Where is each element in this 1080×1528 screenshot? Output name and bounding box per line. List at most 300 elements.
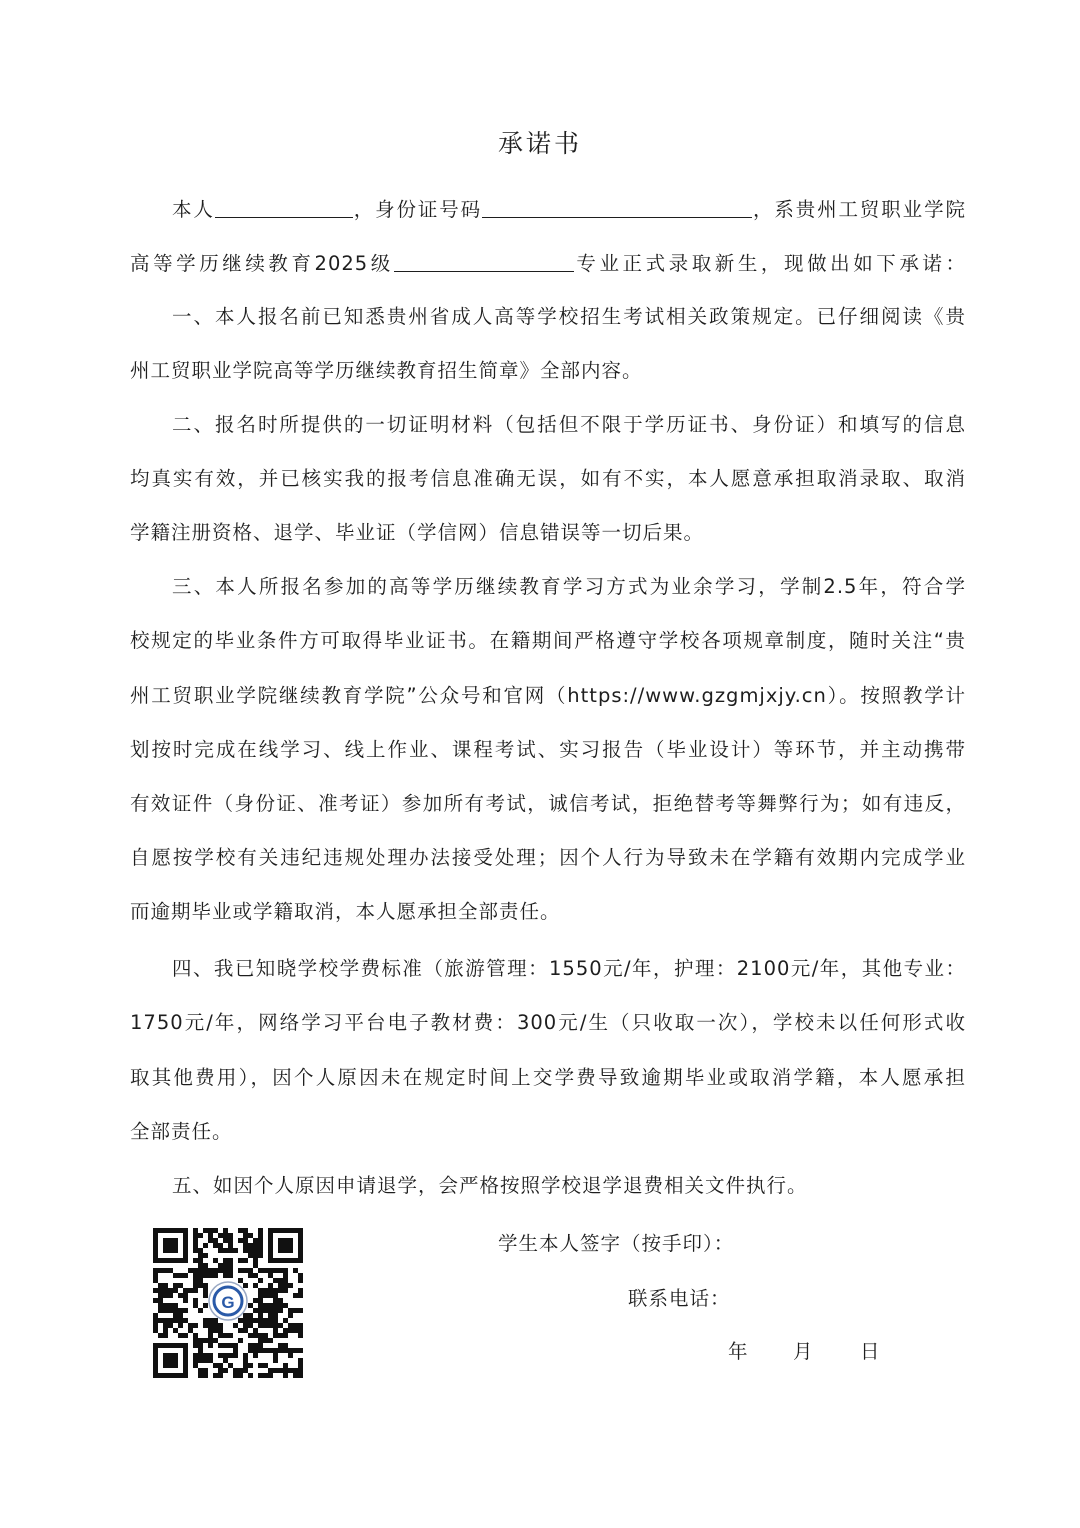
qr-module	[163, 1268, 168, 1273]
qr-module	[208, 1358, 213, 1363]
qr-module	[283, 1303, 288, 1308]
qr-module	[203, 1368, 208, 1373]
qr-module	[258, 1308, 263, 1313]
qr-module	[288, 1283, 293, 1288]
qr-module	[278, 1333, 283, 1338]
qr-module	[193, 1268, 198, 1273]
qr-module	[208, 1318, 213, 1323]
qr-module	[228, 1363, 233, 1368]
qr-module	[298, 1358, 303, 1363]
qr-module	[278, 1288, 283, 1293]
qr-module	[258, 1243, 263, 1248]
qr-module	[258, 1303, 263, 1308]
qr-module	[273, 1313, 278, 1318]
qr-module	[283, 1278, 288, 1283]
qr-module	[153, 1318, 158, 1323]
qr-module	[223, 1353, 228, 1358]
qr-module	[288, 1328, 293, 1333]
qr-module	[168, 1303, 173, 1308]
qr-module	[178, 1308, 183, 1313]
qr-module	[178, 1273, 183, 1278]
qr-module	[173, 1283, 178, 1288]
qr-module	[198, 1353, 203, 1358]
qr-module	[258, 1373, 263, 1378]
qr-module	[268, 1268, 273, 1273]
qr-module	[198, 1308, 203, 1313]
qr-module	[298, 1368, 303, 1373]
qr-module	[278, 1268, 283, 1273]
qr-module	[278, 1303, 283, 1308]
qr-module	[253, 1253, 258, 1258]
qr-module	[178, 1333, 183, 1338]
qr-module	[158, 1308, 163, 1313]
qr-module	[228, 1248, 233, 1253]
qr-module	[188, 1268, 193, 1273]
qr-module	[173, 1273, 178, 1278]
qr-module	[248, 1253, 253, 1258]
qr-module	[278, 1323, 283, 1328]
qr-module	[253, 1263, 258, 1268]
qr-module	[258, 1333, 263, 1338]
qr-module	[163, 1283, 168, 1288]
qr-module	[158, 1318, 163, 1323]
qr-module	[208, 1343, 213, 1348]
date-year: 年	[728, 1340, 748, 1363]
qr-module	[273, 1318, 278, 1323]
qr-module	[243, 1258, 248, 1263]
qr-module	[273, 1268, 278, 1273]
qr-module	[273, 1358, 278, 1363]
qr-module	[243, 1323, 248, 1328]
qr-module	[228, 1333, 233, 1338]
qr-module	[218, 1323, 223, 1328]
qr-module	[293, 1368, 298, 1373]
qr-module	[258, 1338, 263, 1343]
qr-module	[243, 1283, 248, 1288]
qr-module	[263, 1323, 268, 1328]
qr-module	[273, 1353, 278, 1358]
qr-module	[283, 1283, 288, 1288]
qr-module	[213, 1328, 218, 1333]
qr-module	[273, 1293, 278, 1298]
clause-3-line-6: 自愿按学校有关违纪违规处理办法接受处理；因个人行为导致未在学籍有效期内完成学业	[130, 846, 966, 869]
qr-module	[298, 1278, 303, 1283]
qr-module	[253, 1273, 258, 1278]
qr-module	[183, 1318, 188, 1323]
qr-module	[218, 1328, 223, 1333]
qr-code-icon	[153, 1228, 303, 1378]
qr-module	[253, 1238, 258, 1243]
qr-module	[203, 1228, 208, 1233]
qr-module	[293, 1268, 298, 1273]
qr-module	[203, 1293, 208, 1298]
qr-module	[208, 1328, 213, 1333]
qr-module	[298, 1293, 303, 1298]
qr-module	[263, 1303, 268, 1308]
qr-module	[203, 1303, 208, 1308]
clause-1-line-1: 一、本人报名前已知悉贵州省成人高等学校招生考试相关政策规定。已仔细阅读《贵	[172, 305, 966, 328]
qr-module	[153, 1268, 158, 1273]
qr-module	[163, 1333, 168, 1338]
qr-module	[248, 1268, 253, 1273]
qr-module	[228, 1268, 233, 1273]
qr-module	[233, 1348, 238, 1353]
qr-module	[193, 1338, 198, 1343]
qr-module	[198, 1373, 203, 1378]
qr-module	[293, 1348, 298, 1353]
qr-module	[278, 1348, 283, 1353]
qr-module	[243, 1363, 248, 1368]
intro-text: ，系贵州工贸职业学院	[752, 198, 966, 221]
qr-module	[253, 1328, 258, 1333]
qr-module	[293, 1293, 298, 1298]
qr-module	[258, 1343, 263, 1348]
qr-module	[198, 1343, 203, 1348]
qr-module	[213, 1243, 218, 1248]
clause-3-line-5: 有效证件（身份证、准考证）参加所有考试，诚信考试，拒绝替考等舞弊行为；如有违反，	[130, 792, 966, 815]
qr-module	[223, 1273, 228, 1278]
qr-module	[298, 1348, 303, 1353]
qr-module	[238, 1368, 243, 1373]
qr-module	[253, 1258, 258, 1263]
qr-module	[208, 1228, 213, 1233]
qr-module	[228, 1258, 233, 1263]
qr-module	[278, 1368, 283, 1373]
qr-module	[163, 1303, 168, 1308]
qr-module	[173, 1303, 178, 1308]
qr-module	[258, 1363, 263, 1368]
qr-module	[158, 1333, 163, 1338]
qr-module	[203, 1358, 208, 1363]
qr-module	[203, 1338, 208, 1343]
qr-module	[258, 1268, 263, 1273]
qr-module	[213, 1373, 218, 1378]
qr-module	[243, 1313, 248, 1318]
qr-module	[218, 1373, 223, 1378]
qr-module	[273, 1333, 278, 1338]
qr-module	[253, 1308, 258, 1313]
qr-module	[243, 1328, 248, 1333]
qr-module	[193, 1303, 198, 1308]
qr-module	[223, 1258, 228, 1263]
qr-module	[193, 1343, 198, 1348]
qr-module	[293, 1308, 298, 1313]
qr-module	[253, 1318, 258, 1323]
qr-module	[243, 1368, 248, 1373]
qr-module	[163, 1288, 168, 1293]
qr-module	[193, 1238, 198, 1243]
qr-module	[193, 1248, 198, 1253]
qr-module	[228, 1353, 233, 1358]
qr-module	[213, 1363, 218, 1368]
qr-module	[253, 1283, 258, 1288]
qr-module	[178, 1318, 183, 1323]
qr-module	[283, 1318, 288, 1323]
document-title: 承诺书	[497, 129, 582, 158]
qr-module	[248, 1273, 253, 1278]
qr-module	[153, 1328, 158, 1333]
qr-module	[228, 1343, 233, 1348]
qr-module	[163, 1318, 168, 1323]
id-number-blank[interactable]	[482, 197, 752, 218]
qr-module	[238, 1238, 243, 1243]
qr-module	[258, 1348, 263, 1353]
qr-module	[228, 1243, 233, 1248]
qr-module	[193, 1298, 198, 1303]
qr-module	[283, 1268, 288, 1273]
qr-module	[263, 1268, 268, 1273]
qr-module	[223, 1248, 228, 1253]
qr-module	[283, 1273, 288, 1278]
name-blank[interactable]	[215, 197, 353, 218]
clause-5-line-1: 五、如因个人原因申请退学，会严格按照学校退学退费相关文件执行。	[172, 1174, 808, 1197]
clause-3-line-2: 校规定的毕业条件方可取得毕业证书。在籍期间严格遵守学校各项规章制度，随时关注“贵	[130, 629, 966, 652]
qr-module	[198, 1248, 203, 1253]
qr-module	[248, 1343, 253, 1348]
intro-text: 高等学历继续教育2025级	[130, 252, 394, 275]
qr-module	[208, 1323, 213, 1328]
clause-3-line-4: 划按时完成在线学习、线上作业、课程考试、实习报告（毕业设计）等环节，并主动携带	[130, 738, 966, 761]
qr-module	[293, 1328, 298, 1333]
qr-module	[198, 1338, 203, 1343]
qr-module	[193, 1283, 198, 1288]
qr-module	[193, 1273, 198, 1278]
qr-module	[218, 1368, 223, 1373]
qr-module	[263, 1308, 268, 1313]
qr-module	[293, 1373, 298, 1378]
qr-module	[223, 1358, 228, 1363]
qr-module	[218, 1363, 223, 1368]
qr-module	[288, 1323, 293, 1328]
qr-module	[263, 1363, 268, 1368]
qr-module	[283, 1363, 288, 1368]
qr-module	[203, 1323, 208, 1328]
qr-module	[298, 1363, 303, 1368]
qr-module	[173, 1318, 178, 1323]
date-day: 日	[860, 1340, 880, 1363]
clause-3-line-1: 三、本人所报名参加的高等学历继续教育学习方式为业余学习，学制2.5年，符合学	[172, 575, 966, 598]
qr-module	[158, 1303, 163, 1308]
major-blank[interactable]	[394, 251, 574, 272]
qr-module	[228, 1238, 233, 1243]
qr-module	[203, 1318, 208, 1323]
qr-module	[178, 1323, 183, 1328]
qr-module	[233, 1343, 238, 1348]
qr-module	[158, 1298, 163, 1303]
qr-module	[248, 1318, 253, 1323]
clause-3-line-3: 州工贸职业学院继续教育学院”公众号和官网（https://www.gzgmjxjy.cn）。按照教学计	[130, 684, 966, 707]
qr-module	[153, 1298, 158, 1303]
qr-module	[268, 1288, 273, 1293]
qr-module	[168, 1268, 173, 1273]
qr-module	[153, 1313, 158, 1318]
qr-module	[188, 1288, 193, 1293]
qr-module	[228, 1273, 233, 1278]
qr-module	[223, 1268, 228, 1273]
qr-module	[173, 1313, 178, 1318]
qr-module	[158, 1293, 163, 1298]
qr-module	[198, 1258, 203, 1263]
qr-module	[223, 1333, 228, 1338]
qr-module	[183, 1273, 188, 1278]
qr-module	[258, 1253, 263, 1258]
qr-module	[273, 1308, 278, 1313]
qr-module	[298, 1333, 303, 1338]
qr-module	[268, 1338, 273, 1343]
qr-module	[193, 1288, 198, 1293]
qr-module	[203, 1253, 208, 1258]
qr-module	[268, 1318, 273, 1323]
qr-module	[158, 1288, 163, 1293]
qr-module	[203, 1273, 208, 1278]
qr-module	[243, 1228, 248, 1233]
qr-module	[213, 1273, 218, 1278]
qr-module	[208, 1268, 213, 1273]
qr-module	[248, 1243, 253, 1248]
phone-label: 联系电话：	[628, 1287, 731, 1310]
qr-module	[278, 1343, 283, 1348]
qr-module	[268, 1273, 273, 1278]
qr-module	[298, 1328, 303, 1333]
qr-module	[283, 1328, 288, 1333]
qr-module	[183, 1293, 188, 1298]
qr-module	[233, 1323, 238, 1328]
qr-module	[163, 1328, 168, 1333]
qr-module	[243, 1248, 248, 1253]
qr-module	[273, 1328, 278, 1333]
qr-module	[273, 1303, 278, 1308]
qr-module	[268, 1348, 273, 1353]
qr-module	[213, 1268, 218, 1273]
qr-module	[268, 1303, 273, 1308]
qr-module	[258, 1288, 263, 1293]
qr-module	[218, 1333, 223, 1338]
qr-module	[263, 1348, 268, 1353]
qr-module	[278, 1298, 283, 1303]
qr-module	[258, 1228, 263, 1233]
qr-module	[193, 1363, 198, 1368]
qr-module	[263, 1293, 268, 1298]
qr-module	[193, 1358, 198, 1363]
qr-module	[203, 1373, 208, 1378]
qr-module	[193, 1228, 198, 1233]
qr-module	[248, 1323, 253, 1328]
qr-module	[193, 1233, 198, 1238]
qr-module	[238, 1318, 243, 1323]
qr-module	[243, 1233, 248, 1238]
clause-2-line-1: 二、报名时所提供的一切证明材料（包括但不限于学历证书、身份证）和填写的信息	[172, 413, 966, 436]
qr-module	[263, 1338, 268, 1343]
clause-2-line-2: 均真实有效，并已核实我的报考信息准确无误，如有不实，本人愿意承担取消录取、取消	[130, 467, 966, 490]
qr-module	[213, 1323, 218, 1328]
qr-module	[233, 1353, 238, 1358]
qr-module	[183, 1308, 188, 1313]
qr-module	[183, 1298, 188, 1303]
clause-4-line-4: 全部责任。	[130, 1120, 233, 1143]
intro-text: ，身份证号码	[352, 198, 483, 221]
qr-module	[233, 1373, 238, 1378]
qr-module	[258, 1323, 263, 1328]
qr-module	[248, 1248, 253, 1253]
qr-module	[268, 1293, 273, 1298]
qr-module	[168, 1308, 173, 1313]
qr-module	[158, 1268, 163, 1273]
qr-module	[243, 1353, 248, 1358]
intro-text: 本人	[172, 198, 215, 221]
qr-module	[273, 1298, 278, 1303]
qr-module	[198, 1368, 203, 1373]
qr-module	[298, 1308, 303, 1313]
qr-module	[198, 1358, 203, 1363]
qr-module	[278, 1283, 283, 1288]
qr-module	[283, 1373, 288, 1378]
qr-module	[213, 1238, 218, 1243]
qr-module	[263, 1373, 268, 1378]
qr-module	[238, 1258, 243, 1263]
qr-module	[203, 1288, 208, 1293]
qr-module	[253, 1333, 258, 1338]
intro-line-2	[130, 250, 966, 278]
qr-module	[198, 1253, 203, 1258]
qr-module	[238, 1338, 243, 1343]
qr-module	[223, 1368, 228, 1373]
intro-text: 专业正式录取新生，现做出如下承诺：	[573, 252, 966, 275]
qr-module	[173, 1288, 178, 1293]
qr-module	[278, 1278, 283, 1283]
qr-module	[263, 1318, 268, 1323]
qr-module	[258, 1313, 263, 1318]
intro-line-1	[130, 196, 966, 224]
qr-module	[248, 1348, 253, 1353]
clause-1-line-2: 州工贸职业学院高等学历继续教育招生简章》全部内容。	[130, 359, 643, 382]
qr-module	[198, 1283, 203, 1288]
qr-module	[168, 1323, 173, 1328]
qr-module	[298, 1273, 303, 1278]
qr-module	[253, 1243, 258, 1248]
qr-module	[208, 1333, 213, 1338]
qr-module	[208, 1233, 213, 1238]
qr-module	[158, 1283, 163, 1288]
qr-module	[243, 1243, 248, 1248]
qr-module	[193, 1323, 198, 1328]
qr-module	[173, 1308, 178, 1313]
qr-module	[288, 1368, 293, 1373]
clause-2-line-3: 学籍注册资格、退学、毕业证（学信网）信息错误等一切后果。	[130, 521, 705, 544]
qr-module	[243, 1238, 248, 1243]
qr-module	[253, 1248, 258, 1253]
qr-module	[208, 1338, 213, 1343]
qr-module	[203, 1263, 208, 1268]
qr-module	[213, 1338, 218, 1343]
qr-module	[193, 1258, 198, 1263]
qr-module	[153, 1273, 158, 1278]
qr-module	[213, 1318, 218, 1323]
qr-module	[273, 1288, 278, 1293]
qr-module	[253, 1348, 258, 1353]
qr-module	[278, 1308, 283, 1313]
qr-module	[218, 1343, 223, 1348]
qr-module	[203, 1283, 208, 1288]
qr-module	[168, 1293, 173, 1298]
qr-module	[223, 1233, 228, 1238]
qr-module	[183, 1333, 188, 1338]
qr-module	[153, 1278, 158, 1283]
qr-module	[263, 1333, 268, 1338]
qr-module	[188, 1328, 193, 1333]
qr-module	[183, 1288, 188, 1293]
qr-module	[283, 1333, 288, 1338]
qr-module	[298, 1373, 303, 1378]
